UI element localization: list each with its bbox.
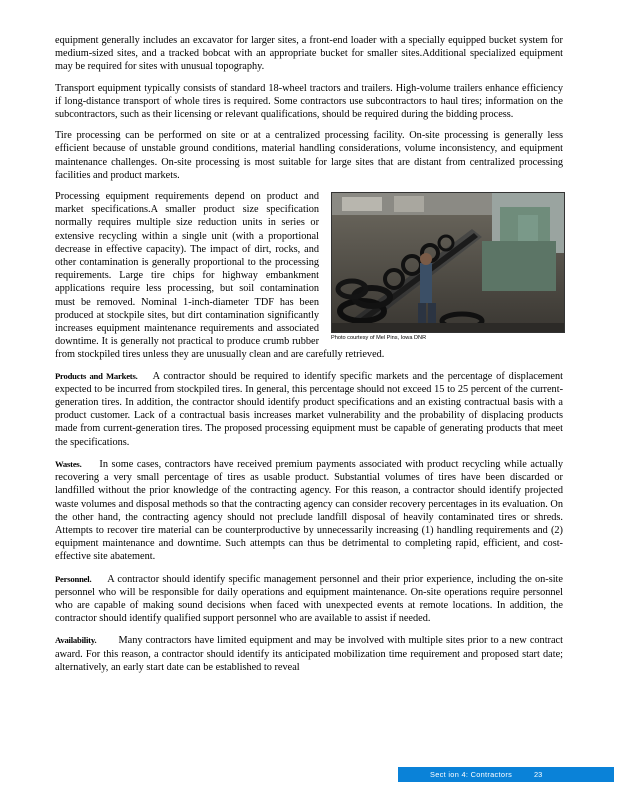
paragraph-availability xyxy=(55,634,563,674)
paragraph-transport: Transport equipment typically consists of standard 18-wheel tractors and trailers. High-volume trailers enhance efficiency if long-distance transport of whole tires is required. Some contractors use subcontractors to haul tires; information on the subcontractors, such as their licensing or relevant qualifications, should be required during the bidding process. xyxy=(55,82,563,121)
tire-shredder-photo xyxy=(331,192,565,333)
body-wastes: In some cases, contractors have received premium payments associated with product recycling while actually recovering a very small percentage of tires as usable product. Substantial volumes of tires have been discarded or landfilled without the prior knowledge of the contracting agency. For this reason, a contractor should identify projected waste volumes and disposal methods so that the contracting agency can consider recovery percentages in its evaluation. On the other hand, the contracting agency should not preclude landfill disposal of heavily contaminated tires or shreds. Attempts to recover tire material can be counterproductive by unnecessarily increasing (1) handling requirements and (2) equipment maintenance and downtime. Such attempts can thus be detrimental to completing rapid, efficient, and cost-effective site abatement. xyxy=(55,458,564,563)
heading-products-markets: Products and Markets. xyxy=(55,370,138,381)
photo-caption: Photo courtesy of Mel Pins, Iowa DNR xyxy=(331,335,427,342)
paragraph-processing-equipment: Processing equipment requirements depend on product and market specifications.A smaller product size specification normally requires multiple size reduction units in series or extensive recycling within a single unit (with a proportional decrease in effective capacity). The impact of dirt, rocks, and other contamination is generally proportional to the processing requirements. Large tire chips for highway embankment applications require less processing, but soil contamination must be removed. Nominal 1-inch-diameter TDF has been produced at stockpile sites, but dirt contamination significantly increases equipment maintenance requirements and associated downtime. It is generally not practical to produce crumb rubber from stockpiled tires unless they are unusually clean and are carefully retrieved. xyxy=(55,191,385,361)
heading-wastes: Wastes. xyxy=(55,458,82,469)
body-personnel: A contractor should identify specific management personnel and their prior experience, including the on-site personnel who will be responsible for daily operations and equipment maintenance. On-site operations require personnel who are capable of making sound decisions when faced with unexpected events at remote locations. In addition, the contractor should identify qualified support personnel who are available to assist if needed. xyxy=(55,573,563,625)
body-products-markets: A contractor should be required to identify specific markets and the percentage of displacement expected to be incurred from stockpiled tires. In general, this percentage should not exceed 15 to 25 percent of the current-generation tires. In addition, the contractor should identify product specifications and an existing contractual basis with a product customer. Lack of a contractual basis increases market vulnerability and the probability of displacing products made from current-generation tires. The proposed processing equipment must be capable of generating products that meet the specifications. xyxy=(55,370,563,448)
heading-availability: Availability. xyxy=(55,635,97,646)
paragraph-tire-processing: Tire processing can be performed on site or at a centralized processing facility. On-site processing is generally less efficient because of unstable ground conditions, material handling considerations, volume inconsistency, and equipment maintenance challenges. On-site processing is most suitable for large sites that are distant from centralized processing facilities and product markets. xyxy=(55,130,563,181)
footer-section-title: Sect ion 4: Contractors xyxy=(430,770,513,779)
photo-figure xyxy=(331,192,563,342)
paragraph-products-markets xyxy=(55,370,563,449)
footer-page-number: 23 xyxy=(534,770,543,779)
page-footer xyxy=(398,767,614,782)
document-body xyxy=(55,34,563,683)
paragraph-wastes xyxy=(55,458,563,564)
body-availability: Many contractors have limited equipment and may be involved with multiple sites prior to a new contract award. For this reason, a contractor should identify its anticipated mobilization time requirement and proposed start date; alternatively, an early start date can be established to reveal xyxy=(55,635,563,673)
paragraph-personnel xyxy=(55,573,563,626)
paragraph-equipment: equipment generally includes an excavator for larger sites, a front-end loader with a specially equipped bucket system for medium-sized sites, and a tracked bobcat with an appropriate bucket for smaller sites.Additional specialized equipment may be required for sites with unusual topography. xyxy=(55,35,563,73)
heading-personnel: Personnel. xyxy=(55,573,92,584)
